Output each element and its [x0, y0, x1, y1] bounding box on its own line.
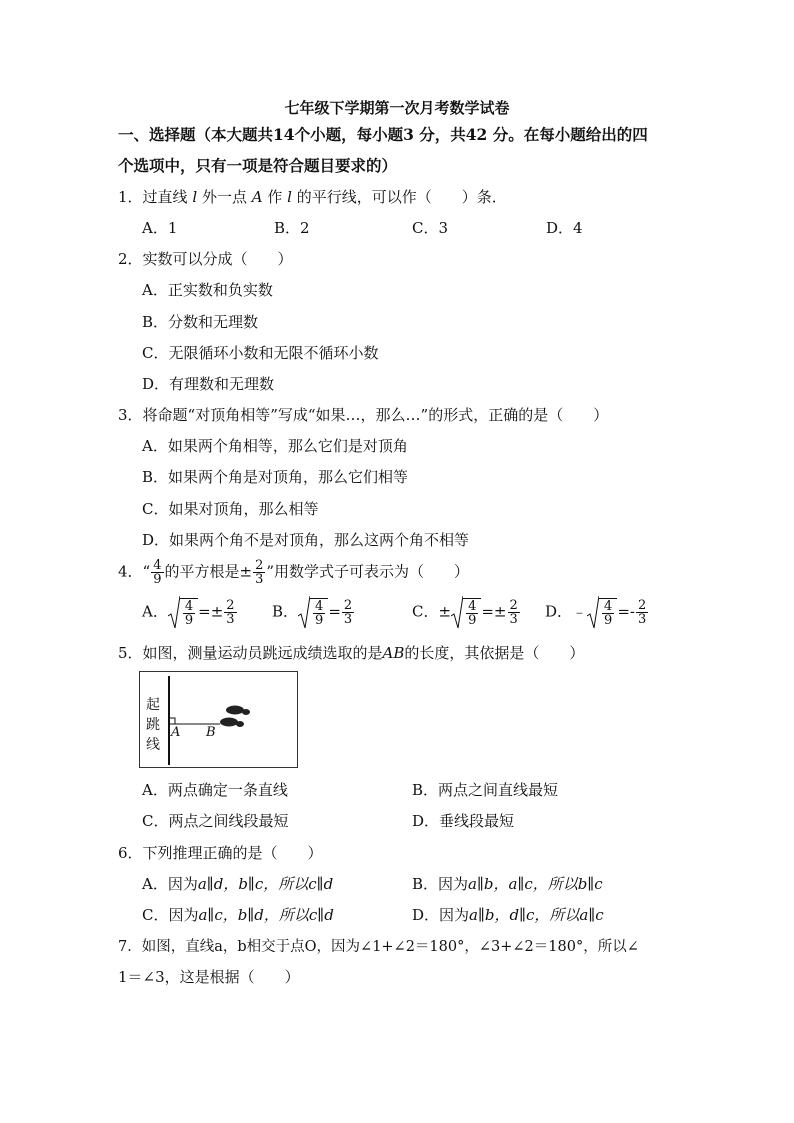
question-7-line1: 7．如图，直线a，b相交于点O，因为∠1+∠2＝180°，∠3+∠2＝180°，所以∠ [118, 939, 639, 955]
section-heading-line1: 一、选择题（本大题共14个小题，每小题3 分，共42 分。在每小题给出的四 [118, 125, 648, 144]
q4-option-a: A． $\frac{4}{9}$ =± $\frac{2}{3}$ [142, 598, 235, 628]
q4-option-b: B． $\frac{4}{9}$ = $\frac{2}{3}$ [272, 598, 353, 628]
q5-option-d: D．垂线段最短 [412, 812, 515, 830]
q3-option-a: A．如果两个角相等，那么它们是对顶角 [142, 437, 408, 455]
q4-option-d: D．﹣ $\frac{4}{9}$ =- $\frac{2}{3}$ [545, 598, 647, 628]
label-xian: 线 [146, 737, 160, 753]
q3-option-b: B．如果两个角是对顶角，那么它们相等 [142, 468, 409, 486]
q3-option-d: D．如果两个角不是对顶角，那么这两个角不相等 [142, 531, 470, 549]
q5-option-a: A．两点确定一条直线 [142, 781, 288, 799]
q6-option-d: D．因为a∥b，d∥c，所以a∥c [412, 906, 604, 924]
question-2-stem: 2．实数可以分成（ ） [118, 250, 293, 268]
footprint-icon [226, 706, 244, 715]
q5-option-b: B．两点之间直线最短 [412, 781, 559, 799]
question-7-line2: 1＝∠3，这是根据（ ） [118, 968, 300, 986]
question-5-stem: 5．如图，测量运动员跳远成绩选取的是AB的长度，其依据是（ ） [118, 644, 585, 662]
question-3-stem: 3．将命题“对顶角相等”写成“如果…，那么…”的形式，正确的是（ ） [118, 406, 609, 424]
long-jump-figure [139, 671, 298, 768]
exam-title: 七年级下学期第一次月考数学试卷 [284, 99, 510, 117]
q2-option-b: B．分数和无理数 [142, 313, 259, 331]
q2-option-a: A．正实数和负实数 [142, 281, 273, 299]
q6-option-b: B．因为a∥b，a∥c，所以b∥c [412, 875, 603, 893]
q1-option-b: B．2 [274, 219, 310, 237]
question-6-stem: 6．下列推理正确的是（ ） [118, 844, 323, 862]
sqrt-symbol: $\frac{4}{9}$ [587, 598, 617, 627]
q5-option-c: C．两点之间线段最短 [142, 812, 289, 830]
fraction-4-9: $\frac{4}{9}$ [153, 558, 162, 587]
question-1-stem: 1．过直线 l 外一点 A 作 l 的平行线，可以作（ ）条． [118, 188, 507, 206]
section-heading-line2: 个选项中，只有一项是符合题目要求的） [118, 156, 398, 175]
fraction-2-3: $\frac{2}{3}$ [255, 558, 264, 587]
q6-option-c: C．因为a∥c，b∥d，所以c∥d [142, 906, 334, 924]
long-jump-diagram [140, 672, 297, 767]
q1-option-a: A．1 [142, 219, 178, 237]
sqrt-symbol: $\frac{4}{9}$ [451, 598, 481, 627]
q1-option-d: D．4 [546, 219, 583, 237]
sqrt-symbol: $\frac{4}{9}$ [298, 598, 328, 627]
footprint-icon [220, 718, 238, 727]
q2-option-d: D．有理数和无理数 [142, 375, 275, 393]
question-4-stem: 4．“ $\frac{4}{9}$ 的平方根是± $\frac{2}{3}$ ”用数学式子可表示为（ ） [118, 558, 470, 587]
q2-option-c: C．无限循环小数和无限不循环小数 [142, 344, 379, 362]
sqrt-symbol: $\frac{4}{9}$ [168, 598, 198, 627]
q1-option-c: C．3 [412, 219, 449, 237]
q6-option-a: A．因为a∥d，b∥c，所以c∥d [142, 875, 334, 893]
q4-option-c: C．± $\frac{4}{9}$ =± $\frac{2}{3}$ [412, 598, 518, 628]
point-b-label: B [206, 725, 216, 740]
label-tiao: 跳 [146, 717, 160, 733]
q3-option-c: C．如果对顶角，那么相等 [142, 500, 319, 518]
point-a-label: A [171, 725, 181, 740]
label-qi: 起 [146, 697, 160, 713]
